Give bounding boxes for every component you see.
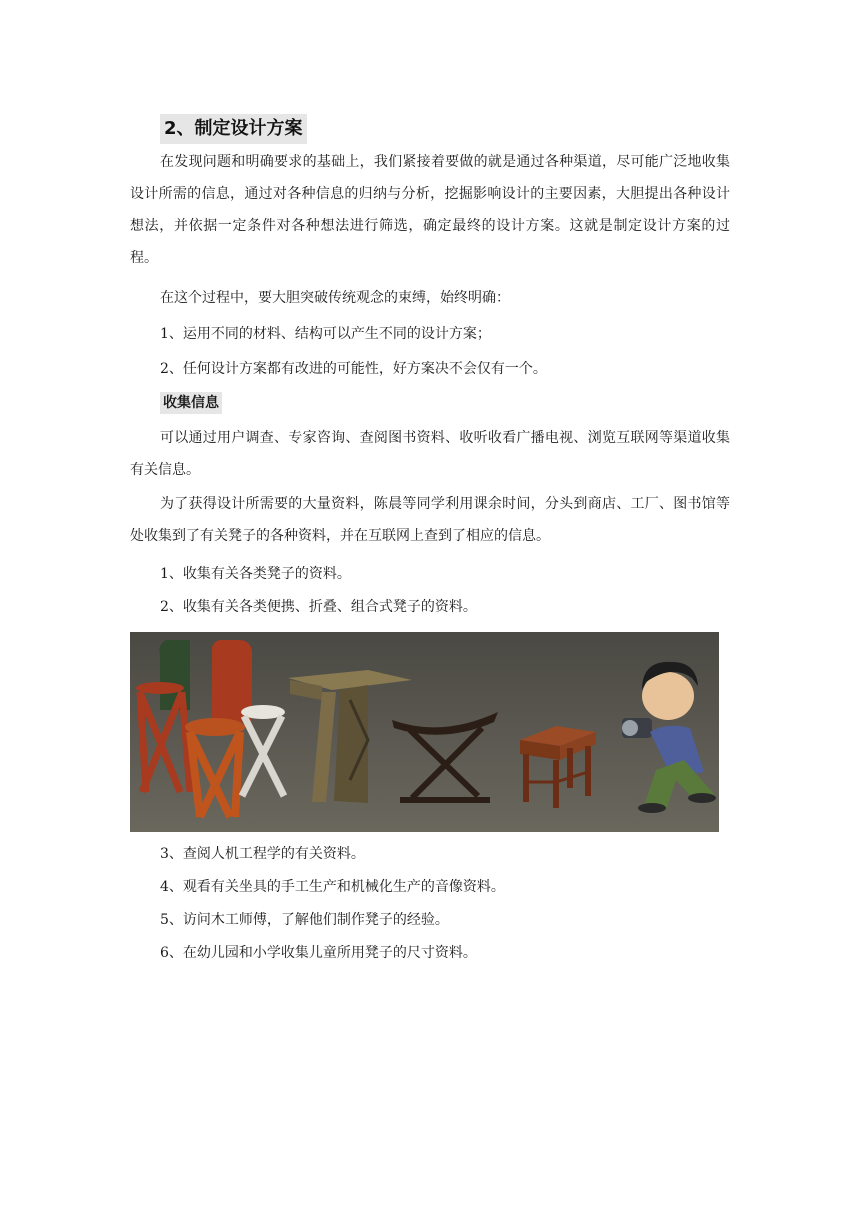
principle-item-1: 1、运用不同的材料、结构可以产生不同的设计方案； bbox=[160, 326, 491, 342]
principle-item-2: 2、任何设计方案都有改进的可能性，好方案决不会仅有一个。 bbox=[160, 361, 547, 377]
principle-paragraph: 在这个过程中，要大胆突破传统观念的束缚，始终明确： bbox=[160, 290, 510, 306]
channels-paragraph: 可以通过用户调查、专家咨询、查阅图书资料、收听收看广播电视、浏览互联网等渠道收集有关信息。 bbox=[130, 430, 730, 478]
research-paragraph: 为了获得设计所需要的大量资料，陈晨等同学利用课余时间，分头到商店、工厂、图书馆等处收集到了有关凳子的各种资料，并在互联网上查到了相应的信息。 bbox=[130, 496, 730, 544]
task-item-3: 3、查阅人机工程学的有关资料。 bbox=[160, 846, 365, 862]
subsection-heading: 收集信息 bbox=[160, 392, 222, 414]
task-item-5: 5、访问木工师傅，了解他们制作凳子的经验。 bbox=[160, 912, 449, 928]
section-heading: 2、制定设计方案 bbox=[160, 114, 307, 144]
task-item-4: 4、观看有关坐具的手工生产和机械化生产的音像资料。 bbox=[160, 879, 505, 895]
intro-paragraph: 在发现问题和明确要求的基础上，我们紧接着要做的就是通过各种渠道，尽可能广泛地收集设计所需的信息，通过对各种信息的归纳与分析，挖掘影响设计的主要因素，大胆提出各种设计想法，并依据一定条件对各种想法进行筛选，确定最终的设计方案。这就是制定设计方案的过程。 bbox=[130, 154, 730, 266]
task-item-2: 2、收集有关各类便携、折叠、组合式凳子的资料。 bbox=[160, 599, 477, 615]
task-item-1: 1、收集有关各类凳子的资料。 bbox=[160, 566, 351, 582]
task-item-6: 6、在幼儿园和小学收集儿童所用凳子的尺寸资料。 bbox=[160, 945, 477, 961]
stools-photo bbox=[130, 632, 719, 832]
